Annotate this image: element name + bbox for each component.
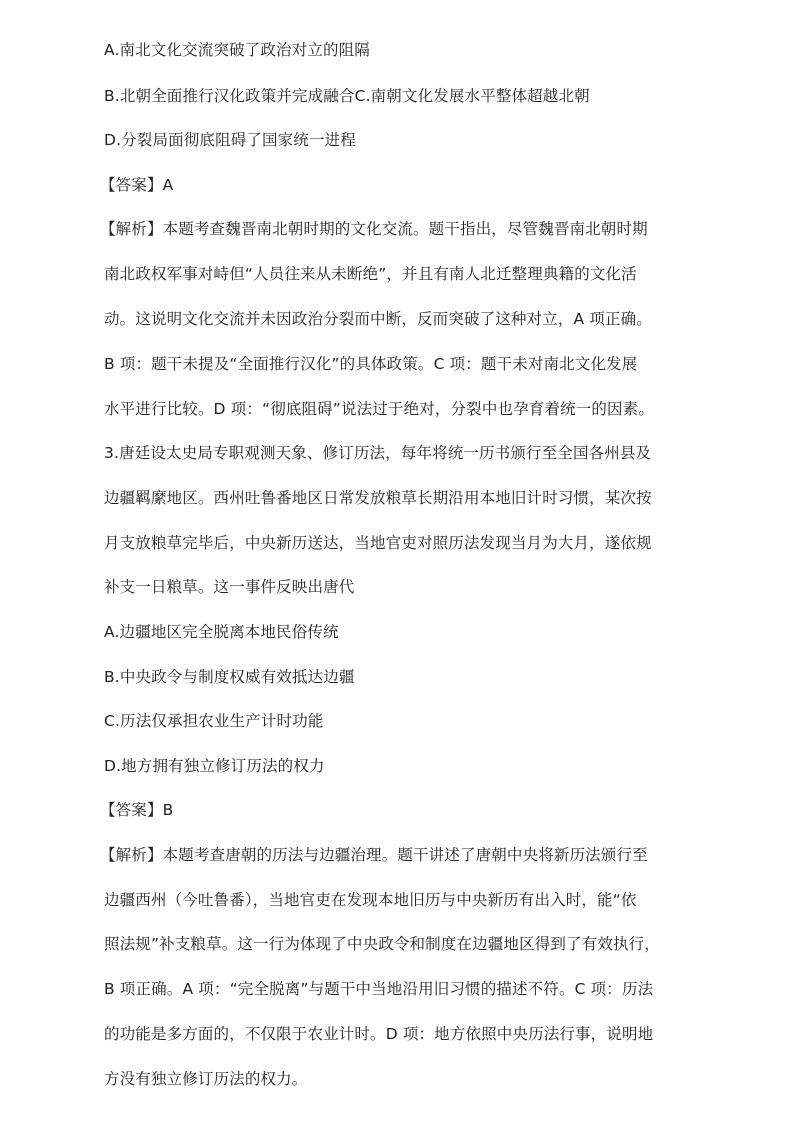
q3-analysis-line-2: 边疆西州（今吐鲁番），当地官吏在发现本地旧历与中央新历有出入时，能“依	[104, 891, 637, 909]
q3-stem-line-4: 补支一日粮草。这一事件反映出唐代	[104, 578, 355, 596]
q2-analysis-line-1: 【解析】本题考查魏晋南北朝时期的文化交流。题干指出，尽管魏晋南北朝时期	[100, 220, 648, 238]
q3-analysis-line-4: B 项正确。A 项：“完全脱离”与题干中当地沿用旧习惯的描述不符。C 项：历法	[104, 980, 654, 998]
q3-option-d: D.地方拥有独立修订历法的权力	[104, 757, 325, 775]
q3-analysis-line-3: 照法规”补支粮草。这一行为体现了中央政令和制度在边疆地区得到了有效执行，	[104, 935, 660, 953]
q2-option-a: A.南北文化交流突破了政治对立的阻隔	[104, 41, 370, 59]
q2-analysis-line-4: B 项：题干未提及“全面推行汉化”的具体政策。C 项：题干未对南北文化发展	[104, 355, 638, 373]
q3-analysis-line-1: 【解析】本题考查唐朝的历法与边疆治理。题干讲述了唐朝中央将新历法颁行至	[100, 846, 648, 864]
q3-analysis-line-6: 方没有独立修订历法的权力。	[104, 1070, 308, 1088]
q3-option-c: C.历法仅承担农业生产计时功能	[104, 712, 324, 730]
q2-analysis-line-5: 水平进行比较。D 项：“彻底阻碍”说法过于绝对，分裂中也孕育着统一的因素。	[104, 400, 654, 418]
q3-option-b: B.中央政令与制度权威有效抵达边疆	[104, 668, 355, 686]
q3-stem-line-2: 边疆羁縻地区。西州吐鲁番地区日常发放粮草长期沿用本地旧计时习惯，某次按	[104, 489, 652, 507]
q2-analysis-line-3: 动。这说明文化交流并未因政治分裂而中断，反而突破了这种对立，A 项正确。	[104, 310, 652, 328]
q3-option-a: A.边疆地区完全脱离本地民俗传统	[104, 623, 339, 641]
q3-stem-line-1: 3.唐廷设太史局专职观测天象、修订历法，每年将统一历书颁行至全国各州县及	[104, 444, 652, 462]
q2-option-b-c: B.北朝全面推行汉化政策并完成融合C.南朝文化发展水平整体超越北朝	[104, 87, 590, 105]
q2-option-d: D.分裂局面彻底阻碍了国家统一进程	[104, 131, 356, 149]
q3-answer: 【答案】B	[100, 801, 174, 819]
q3-stem-line-3: 月支放粮草完毕后，中央新历送达，当地官吏对照历法发现当月为大月，遂依规	[104, 534, 652, 552]
q3-analysis-line-5: 的功能是多方面的，不仅限于农业计时。D 项：地方依照中央历法行事，说明地	[104, 1025, 654, 1043]
q2-analysis-line-2: 南北政权军事对峙但“人员往来从未断绝”，并且有南人北迁整理典籍的文化活	[104, 265, 637, 283]
q2-answer: 【答案】A	[100, 176, 174, 194]
